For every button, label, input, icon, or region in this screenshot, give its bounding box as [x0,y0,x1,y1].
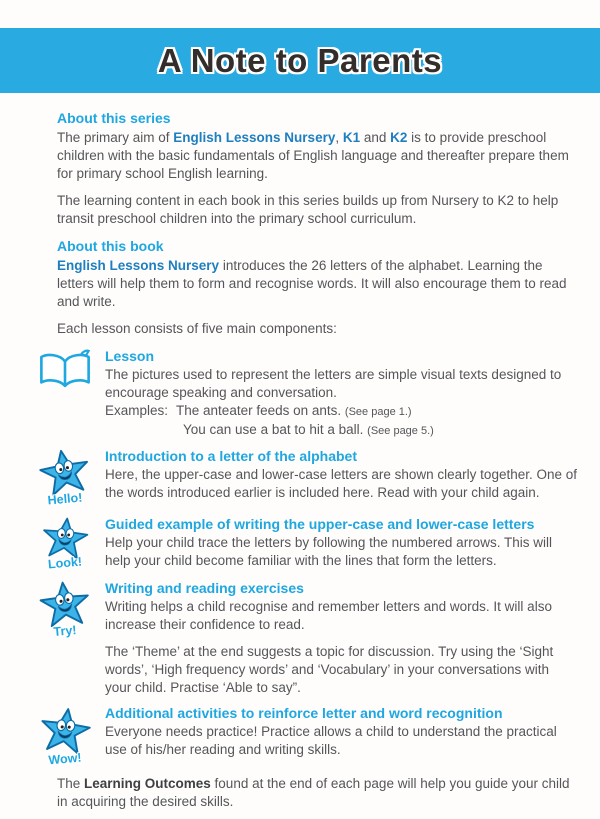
component-heading: Guided example of writing the upper-case and lower-case letters [105,516,535,532]
component-body: Help your child trace the letters by following the numbered arrows. This will help your child become familiar with the lines that form the letters. [105,535,552,568]
about-series-para1 [57,129,578,183]
component-heading: Writing and reading exercises [105,580,304,596]
text-run: The [57,776,85,791]
component-heading: Lesson [105,348,155,364]
component-text [97,579,578,697]
star-label: Look! [47,554,83,572]
title-banner [0,28,600,93]
about-book-heading: About this book [57,238,164,254]
star-label: Try! [52,623,78,639]
component-writing-reading [33,579,578,697]
about-series-heading: About this series [57,110,171,126]
component-intro-letter [33,447,578,508]
component-additional-activities [33,704,578,768]
about-book-para [57,257,578,311]
page-content [0,93,600,819]
star-wow-icon [33,704,97,768]
component-body: Everyone needs practice! Practice allows a child to understand the practical use of his/her reading and writing skills. [105,724,557,757]
component-body: Here, the upper-case and lower-case letters are shown clearly together. One of the words introduced earlier is included here. Read with your child again. [105,467,577,500]
star-try-icon [33,579,97,640]
text-run: The primary aim of [57,130,174,145]
example-sentence: You can use a bat to hit a ball. [183,422,364,437]
open-book-icon [33,347,97,398]
example-sentence: The anteater feeds on ants. [176,403,342,418]
example-line-1 [105,402,578,421]
page-title: A Note to Parents [157,41,443,79]
examples-label: Examples: [105,403,169,418]
series-title-k2: K2 [390,130,408,145]
about-series-para2: The learning content in each book in this series builds up from Nursery to K2 to help transit preschool children into the primary school curriculum. [57,193,559,226]
text-run: and [360,130,391,145]
star-look-icon [33,515,97,572]
example-line-2 [105,421,578,440]
text-run: , [335,130,343,145]
component-heading: Additional activities to reinforce letter and word recognition [105,705,503,721]
theme-discussion-para: The ‘Theme’ at the end suggests a topic for discussion. Try using the ‘Sight words’, ‘High frequency words’ and ‘Vocabulary’ in your conversations with your child. Practise ‘Able to say”. [105,644,554,695]
learning-outcomes-label: Learning Outcomes [84,776,211,791]
component-heading: Introduction to a letter of the alphabet [105,448,357,464]
component-body: The pictures used to represent the letters are simple visual texts designed to encourage speaking and conversation. [105,367,562,400]
star-hello-icon [33,447,97,508]
series-title-nursery: English Lessons Nursery [173,130,336,145]
component-text [97,515,578,570]
component-text [97,447,578,502]
text-run: is to provide preschool children with the basic fundamentals of English language and thereafter prepare them for primary school English learning. [57,130,569,181]
example-page-ref: (See page 1.) [344,406,412,418]
component-lesson [33,347,578,440]
example-page-ref: (See page 5.) [367,425,434,437]
text-run: introduces the 26 letters of the alphabet. Learning the letters will help them to form and recognise words. It will also encourage them to read and write. [57,258,567,309]
closing-para [57,775,578,811]
component-body: Writing helps a child recognise and remember letters and words. It will also increase their confidence to read. [105,599,552,632]
component-guided-writing [33,515,578,572]
component-text [97,704,578,759]
text-run: found at the end of each page will help you guide your child in acquiring the desired skills. [57,776,570,809]
component-text [97,347,578,440]
star-label: Wow! [47,750,83,768]
open-book-glyph [37,349,93,393]
series-title-k1: K1 [342,130,361,145]
book-title-nursery: English Lessons Nursery [57,258,220,273]
star-label: Hello! [47,490,83,508]
components-intro-line: Each lesson consists of five main components: [57,321,337,336]
